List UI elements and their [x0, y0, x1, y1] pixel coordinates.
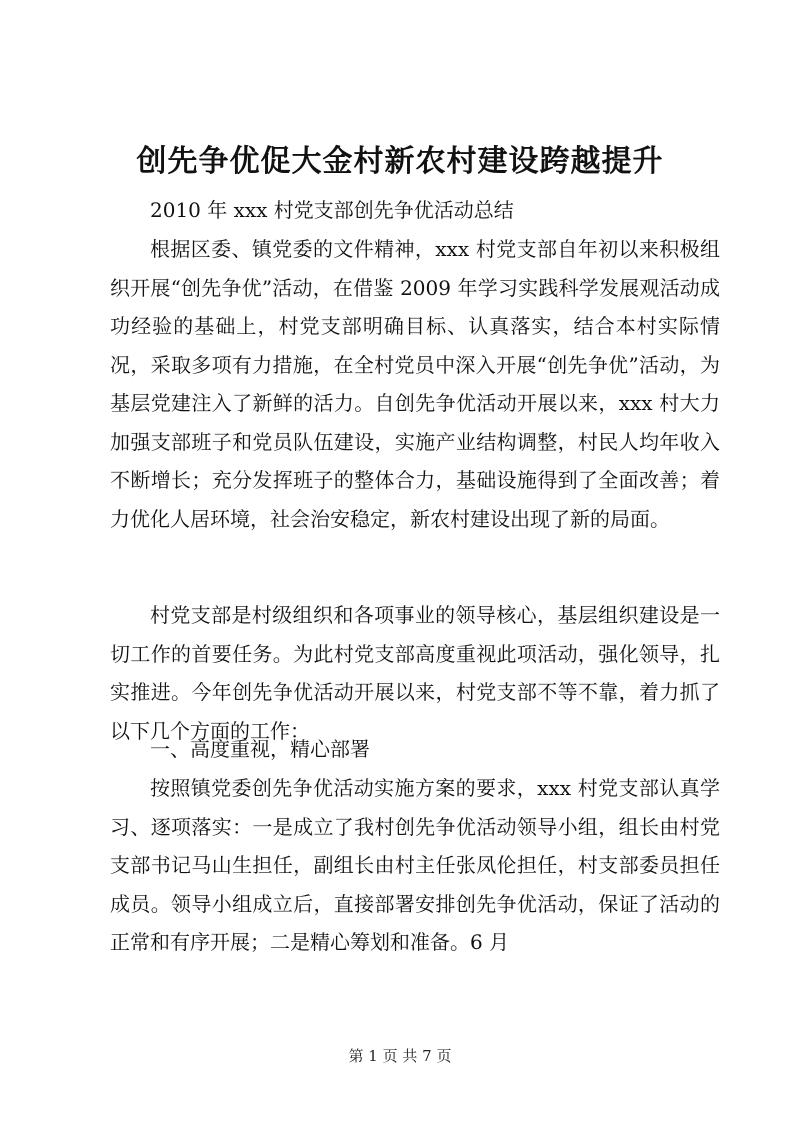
paragraph-text: 村党支部是村级组织和各项事业的领导核心，基层组织建设是一切工作的首要任务。为此村党支部高度重视此项活动，强化领导，扎实推进。今年创先争优活动开展以来，村党支部不等不靠，着力抓了以下几个方面的工作：: [110, 603, 720, 743]
document-subtitle: [110, 191, 720, 230]
paragraph-1: [110, 230, 720, 538]
paragraph-3: [110, 769, 720, 962]
paragraph-2: [110, 596, 720, 750]
subtitle-text: 2010 年 xxx 村党支部创先争优活动总结: [150, 198, 514, 222]
section-heading-1: [110, 730, 720, 769]
page-footer: 第 1 页 共 7 页: [348, 1047, 452, 1065]
paragraph-text: 根据区委、镇党委的文件精神，xxx 村党支部自年初以来积极组织开展“创先争优”活动，在借鉴 2009 年学习实践科学发展观活动成功经验的基础上，村党支部明确目标、认真落实，结合本村实际情况，采取多项有力措施，在全村党员中深入开展“创先争优”活动，为基层党建注入了新鲜的活力。自创先争优活动开展以来，xxx 村大力加强支部班子和党员队伍建设，实施产业结构调整，村民人均年收入不断增长；充分发挥班子的整体合力，基础设施得到了全面改善；着力优化人居环境，社会治安稳定，新农村建设出现了新的局面。: [110, 237, 720, 531]
section-heading-text: 一、高度重视，精心部署: [150, 737, 370, 761]
paragraph-text: 按照镇党委创先争优活动实施方案的要求，xxx 村党支部认真学习、逐项落实：一是成立了我村创先争优活动领导小组，组长由村党支部书记马山生担任，副组长由村主任张凤伦担任，村支部委员担任成员。领导小组成立后，直接部署安排创先争优活动，保证了活动的正常和有序开展；二是精心筹划和准备。6 月: [110, 776, 720, 954]
document-title: 创先争优促大金村新农村建设跨越提升: [136, 144, 664, 179]
